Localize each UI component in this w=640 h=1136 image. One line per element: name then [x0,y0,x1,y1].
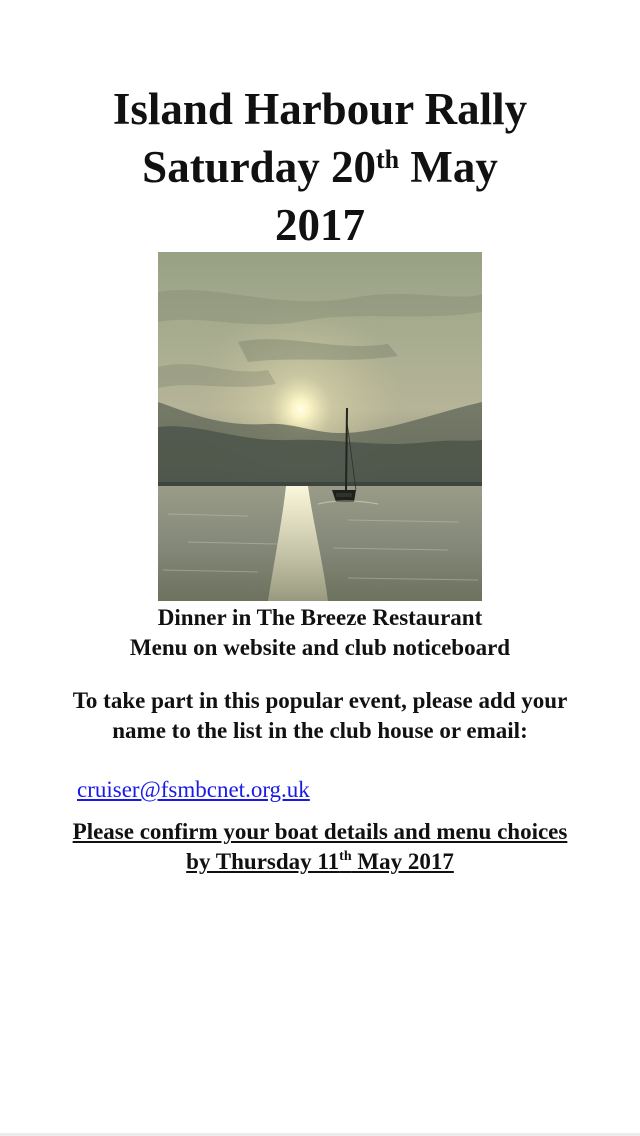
title-line-3-year: 2017 [275,200,365,250]
signup-instructions: To take part in this popular event, please add your name to the list in the club house or email: [72,688,568,743]
confirm-text: Please confirm your boat details and menu choices by Thursday 11 [72,819,568,874]
confirm-date-month: May 2017 [351,849,454,874]
menu-location-text: Menu on website and club noticeboard [129,635,511,660]
sailboat-sunset-photo [158,252,482,601]
title-date-suffix: th [375,145,400,174]
confirm-deadline [60,817,580,877]
dinner-venue-text: Dinner in The Breeze Restaurant [157,605,483,630]
email-link[interactable]: cruiser@fsmbcnet.org.uk [77,777,310,802]
title-line-2-month: May [399,142,498,192]
event-title [60,80,580,254]
title-line-2-date: Saturday 20 [142,142,376,192]
confirm-date-suffix: th [339,849,352,864]
dinner-info [40,603,600,663]
title-line-1: Island Harbour Rally [112,84,528,134]
